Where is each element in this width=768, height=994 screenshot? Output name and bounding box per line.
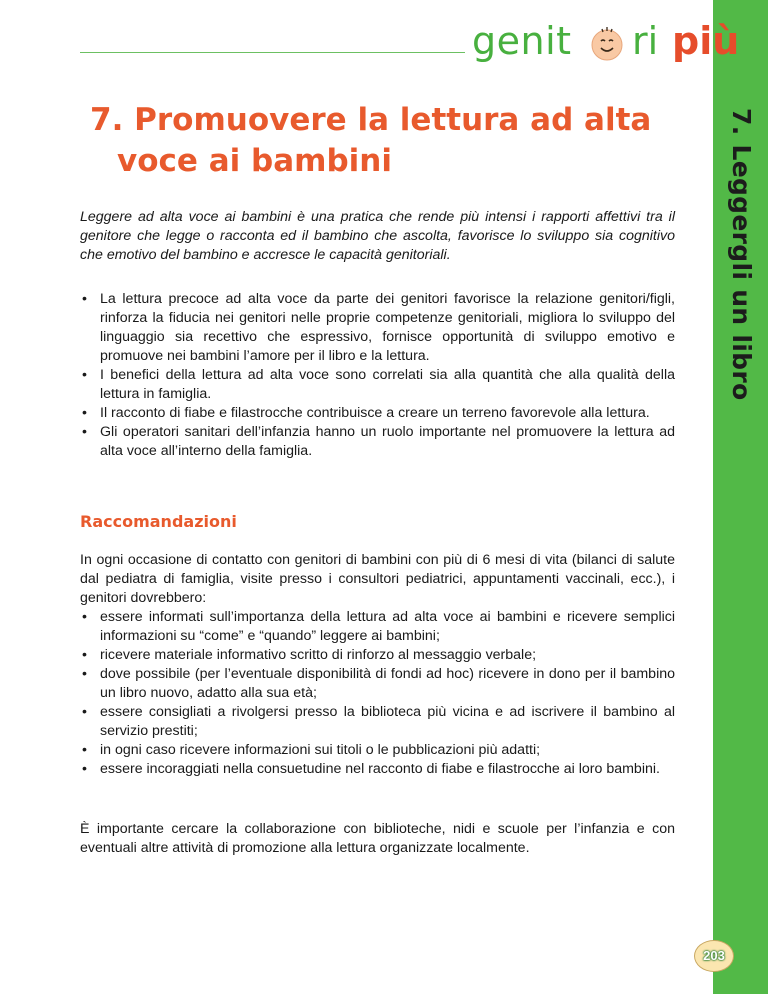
recommendations-intro: In ogni occasione di contatto con genitori di bambini con più di 6 mesi di vita (bilanci di salute dal pediatra di famiglia, visite presso i consultori pediatrici, appuntamenti vaccinali, ecc.), i genitori dovrebbero: [80, 552, 675, 606]
smiling-face-icon [587, 23, 627, 63]
logo-text-piu: più [672, 19, 740, 63]
closing-paragraph: È importante cercare la collaborazione con biblioteche, nidi e scuole per l’infanzia e con eventuali altre attività di promozione alla lettura organizzate localmente. [80, 821, 675, 856]
list-item: • I benefici della lettura ad alta voce sono correlati sia alla quantità che alla qualità della lettura in famiglia. [80, 366, 675, 404]
genitori-piu-logo [472, 18, 740, 64]
list-item: • essere consigliati a rivolgersi presso la biblioteca più vicina e ad iscrivere il bambino al servizio prestiti; [80, 703, 675, 741]
list-item: • dove possibile (per l’eventuale disponibilità di fondi ad hoc) ricevere in dono per il bambino un libro nuovo, adatto alla sua età; [80, 665, 675, 703]
list-item: • essere informati sull’importanza della lettura ad alta voce ai bambini e ricevere semplici informazioni su “come” e “quando” leggere ai bambini; [80, 608, 675, 646]
intro-paragraph: Leggere ad alta voce ai bambini è una pratica che rende più intensi i rapporti affettivi tra il genitore che legge o racconta ed il bambino che ascolta, favorisce lo sviluppo sia cognitivo che emotivo del bambino e accresce le capacità genitoriali. [80, 209, 675, 263]
logo-text-ri: ri [632, 19, 659, 63]
recommendations-heading: Raccomandazioni [80, 512, 237, 531]
page-title-line-2: voce ai bambini [117, 143, 392, 179]
header-rule [80, 52, 465, 53]
list-item: • Il racconto di fiabe e filastrocche contribuisce a creare un terreno favorevole alla lettura. [80, 404, 675, 423]
page-number-badge: 203 [694, 940, 734, 972]
list-item: • ricevere materiale informativo scritto di rinforzo al messaggio verbale; [80, 646, 675, 665]
list-item: • Gli operatori sanitari dell’infanzia hanno un ruolo importante nel promuovere la lettura ad alta voce all’interno della famiglia. [80, 423, 675, 461]
key-points-list [80, 290, 675, 461]
chapter-title: 7. Leggergli un libro [727, 108, 756, 401]
page-title [90, 100, 690, 182]
list-item: • essere incoraggiati nella consuetudine nel racconto di fiabe e filastrocche ai loro bambini. [80, 760, 675, 779]
list-item: • in ogni caso ricevere informazioni sui titoli o le pubblicazioni più adatti; [80, 741, 675, 760]
logo-text-genit: genit [472, 19, 572, 63]
recommendations-list [80, 608, 675, 779]
list-item: • La lettura precoce ad alta voce da parte dei genitori favorisce la relazione genitori/figli, rinforza la fiducia nei genitori nelle proprie competenze genitoriali, migliora lo sviluppo del linguaggio sia recettivo che espressivo, fornisce opportunità di sviluppo emotivo e promuove nei bambini l’amore per il libro e la lettura. [80, 290, 675, 366]
page-title-line-1: 7. Promuovere la lettura ad alta [90, 102, 652, 138]
